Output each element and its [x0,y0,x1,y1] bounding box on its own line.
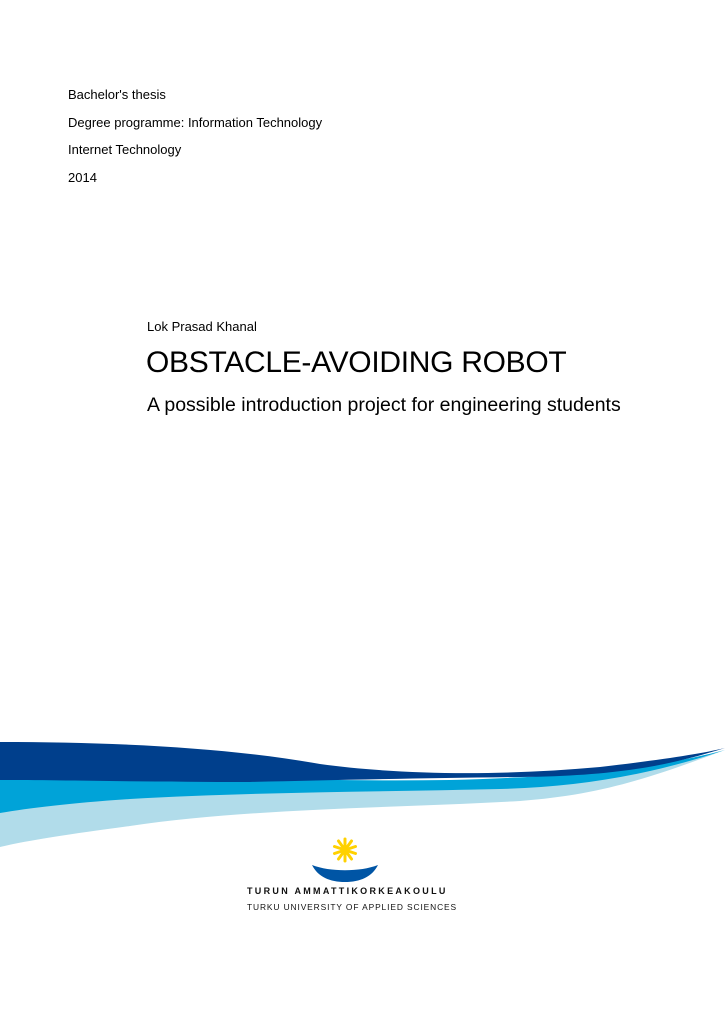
specialisation: Internet Technology [68,142,182,157]
thesis-subtitle: A possible introduction project for engineering students [147,394,621,416]
sun-icon [335,839,356,861]
year: 2014 [68,170,97,185]
author-name: Lok Prasad Khanal [147,319,257,334]
logo-text-finnish: TURUN AMMATTIKORKEAKOULU [247,886,448,896]
bowl-icon [312,865,378,882]
thesis-type: Bachelor's thesis [68,87,166,102]
thesis-title: OBSTACLE-AVOIDING ROBOT [146,346,567,379]
logo-text-english: TURKU UNIVERSITY OF APPLIED SCIENCES [247,902,458,912]
degree-programme: Degree programme: Information Technology [68,115,323,130]
